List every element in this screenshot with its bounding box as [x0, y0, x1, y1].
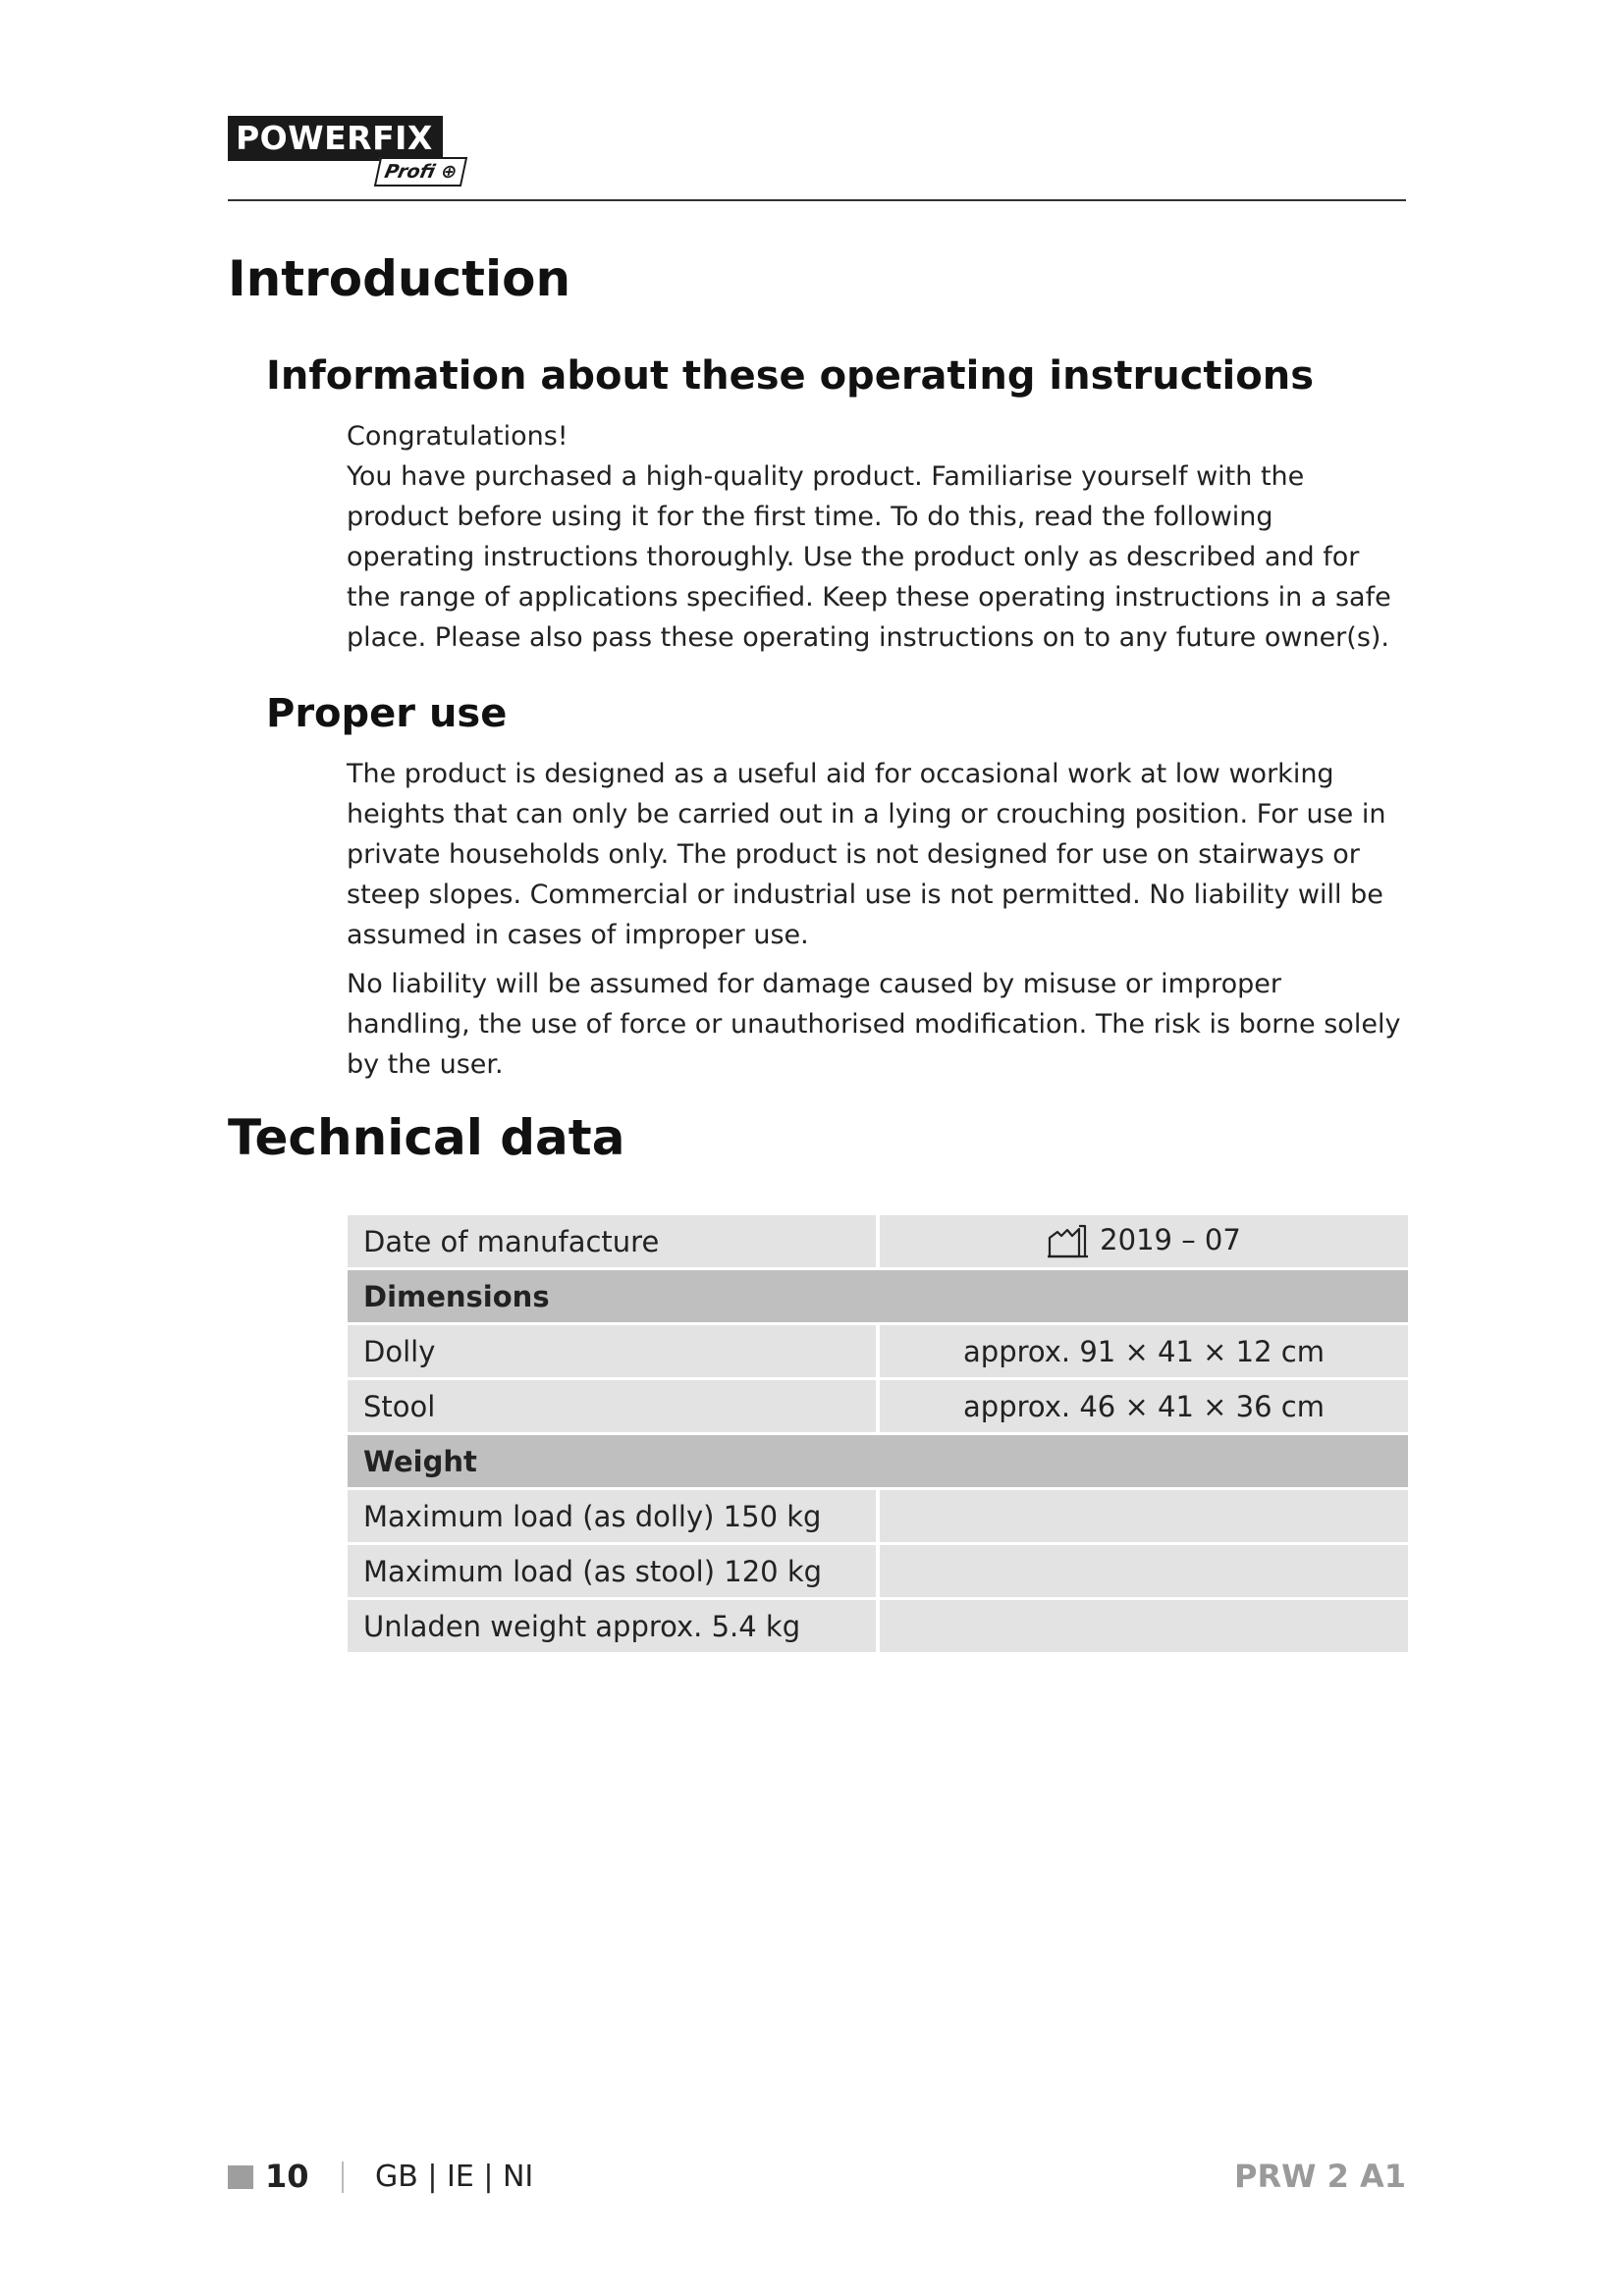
date-value: 2019 – 07	[1100, 1223, 1241, 1256]
technical-data-heading: Technical data	[228, 1109, 625, 1166]
stool-value: approx. 46 × 41 × 36 cm	[880, 1380, 1408, 1432]
table-row	[348, 1215, 1408, 1267]
footer-divider	[342, 2162, 344, 2193]
page-number: 10	[265, 2158, 309, 2195]
table-row	[348, 1600, 1408, 1652]
technical-data-table	[348, 1212, 1408, 1655]
factory-icon	[1047, 1224, 1092, 1259]
max-load-dolly: Maximum load (as dolly) 150 kg	[348, 1490, 880, 1542]
unladen-weight: Unladen weight approx. 5.4 kg	[348, 1600, 880, 1652]
header-rule	[228, 199, 1406, 201]
date-value-cell	[880, 1215, 1408, 1267]
crosshair-icon: ⊕	[439, 161, 460, 183]
footer-languages: GB | IE | NI	[375, 2160, 534, 2194]
table-row	[348, 1490, 1408, 1542]
model-number: PRW 2 A1	[1234, 2158, 1406, 2195]
page-footer	[228, 2158, 1406, 2197]
dolly-value: approx. 91 × 41 × 12 cm	[880, 1325, 1408, 1377]
empty-cell	[880, 1600, 1408, 1652]
table-row	[348, 1270, 1408, 1322]
dolly-label: Dolly	[348, 1325, 880, 1377]
empty-cell	[880, 1545, 1408, 1597]
introduction-heading: Introduction	[228, 250, 571, 307]
brand-name: POWERFIX	[228, 116, 443, 161]
table-row	[348, 1325, 1408, 1377]
table-row	[348, 1545, 1408, 1597]
max-load-stool: Maximum load (as stool) 120 kg	[348, 1545, 880, 1597]
brand-sub-text: Profi	[382, 161, 438, 183]
proper-use-heading: Proper use	[266, 691, 508, 736]
dimensions-section: Dimensions	[348, 1270, 1408, 1322]
empty-cell	[880, 1490, 1408, 1542]
info-paragraph: You have purchased a high-quality product. Familiarise yourself with the product before using it for the first time. To do this, read the following operating instructions thoroughly. Use the product only as described and for the range of applications specified. Keep these operating instructions in a safe place. Please also pass these operating instructions on to any future owner(s).	[347, 461, 1391, 653]
congratulations-text: Congratulations!	[347, 421, 568, 452]
date-label: Date of manufacture	[348, 1215, 880, 1267]
info-heading: Information about these operating instructions	[266, 353, 1315, 399]
proper-use-paragraph: The product is designed as a useful aid for occasional work at low working heights that can only be carried out in a lying or crouching position. For use in private households only. The product is not designed for use on stairways or steep slopes. Commercial or industrial use is not permitted. No liability will be assumed in cases of improper use.	[347, 759, 1386, 950]
table-row	[348, 1435, 1408, 1487]
brand-logo	[228, 116, 483, 187]
weight-section: Weight	[348, 1435, 1408, 1487]
stool-label: Stool	[348, 1380, 880, 1432]
liability-paragraph: No liability will be assumed for damage caused by misuse or improper handling, the use of force or unauthorised modification. The risk is borne solely by the user.	[347, 969, 1401, 1080]
footer-square-icon	[228, 2165, 253, 2189]
table-row	[348, 1380, 1408, 1432]
brand-sub	[374, 157, 468, 187]
